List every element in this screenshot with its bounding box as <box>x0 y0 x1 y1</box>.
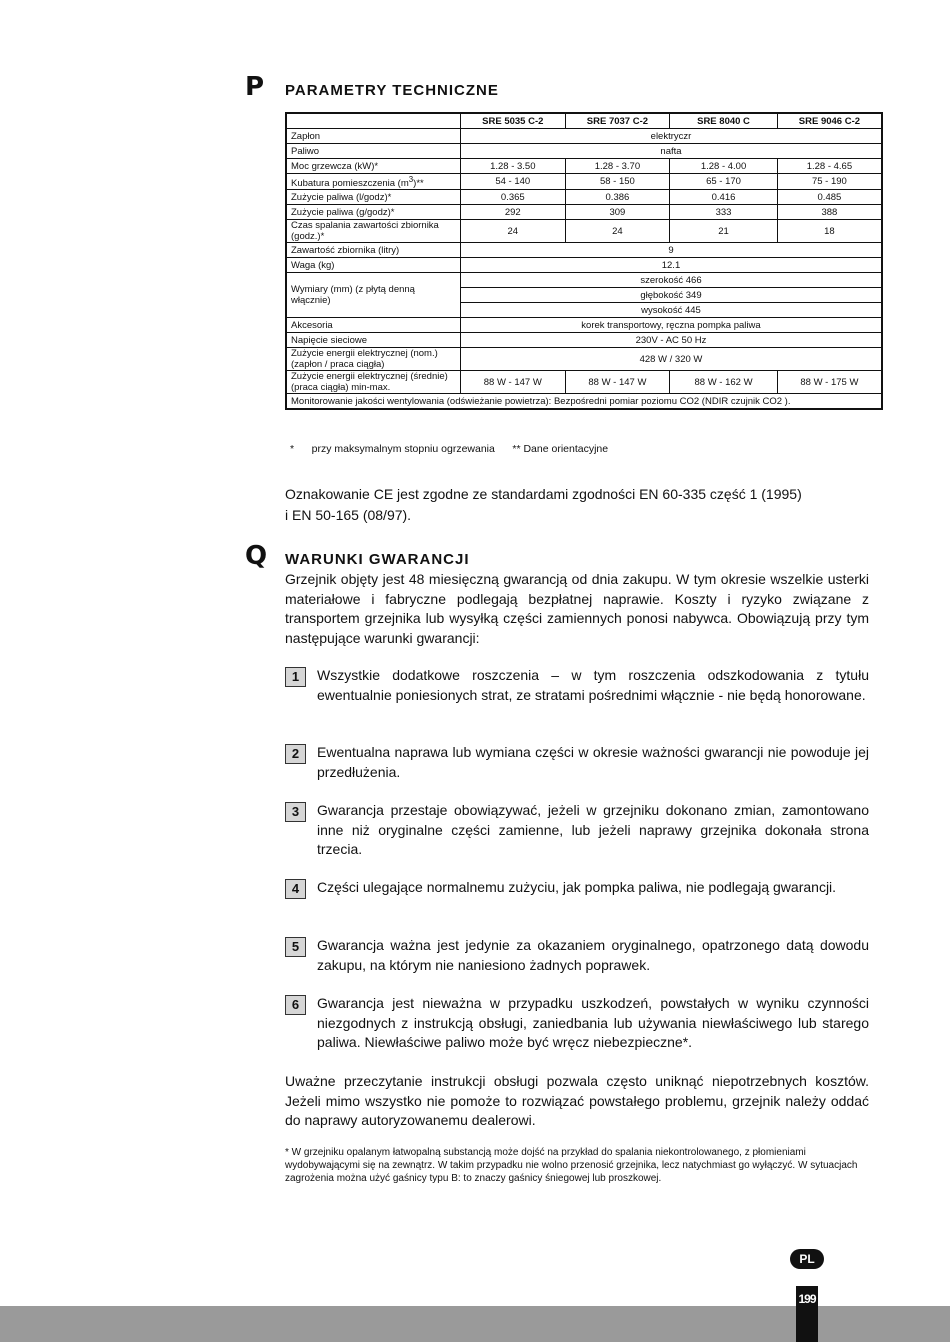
ignition-value: elektryczr <box>460 129 882 144</box>
list-item <box>285 666 869 705</box>
item-number-box: 2 <box>285 744 306 764</box>
item-text: Części ulegające normalnemu zużyciu, jak pompka paliwa, nie podlegają gwarancji. <box>317 879 837 895</box>
list-item <box>285 936 869 975</box>
row-label: Waga (kg) <box>286 258 460 273</box>
table-row <box>286 220 882 243</box>
model-header: SRE 5035 C-2 <box>460 113 565 129</box>
table-cell: 65 - 170 <box>670 174 778 190</box>
section-letter-p: P <box>245 72 265 102</box>
section-letter-q: Q <box>245 541 268 571</box>
item-text: Gwarancja ważna jest jedynie za okazaniem oryginalnego, opatrzonego datą dowodu zakupu, na którym nie naniesiono żadnych poprawek. <box>317 937 869 973</box>
note-approximate: ** Dane orientacyjne <box>512 443 609 455</box>
dims-depth: głębokość 349 <box>460 288 882 303</box>
table-row <box>286 190 882 205</box>
table-cell: 18 <box>777 220 882 243</box>
row-label <box>286 174 460 190</box>
row-label: Zużycie energii elektrycznej (średnie) (praca ciągła) min-max. <box>286 371 460 394</box>
table-cell: 88 W - 175 W <box>777 371 882 394</box>
table-cell: 88 W - 147 W <box>565 371 670 394</box>
fuel-value: nafta <box>460 144 882 159</box>
list-item <box>285 994 869 1053</box>
row-label: Wymiary (mm) (z płytą denną włącznie) <box>286 273 460 318</box>
row-label: Zużycie paliwa (g/godz)* <box>286 205 460 220</box>
table-row <box>286 394 882 410</box>
item-text: Gwarancja przestaje obowiązywać, jeżeli w grzejniku dokonano zmian, zamontowano inne niż oryginalne części zamienne, lub jeżeli naprawy grzejnika dokonała strona trzecia. <box>317 802 869 857</box>
table-row <box>286 273 882 288</box>
item-number-box: 3 <box>285 802 306 822</box>
table-cell: 24 <box>460 220 565 243</box>
accessories-value: korek transportowy, ręczna pompka paliwa <box>460 318 882 333</box>
list-item <box>285 878 869 898</box>
table-row <box>286 318 882 333</box>
table-cell: 1.28 - 4.65 <box>777 159 882 174</box>
table-cell: 58 - 150 <box>565 174 670 190</box>
monitoring-row: Monitorowanie jakości wentylowania (odświeżanie powietrza): Bezpośredni pomiar poziomu CO2 (NDIR czujnik CO2 ). <box>286 394 882 410</box>
table-cell: 88 W - 162 W <box>670 371 778 394</box>
table-row <box>286 129 882 144</box>
list-item <box>285 743 869 782</box>
table-cell: 1.28 - 4.00 <box>670 159 778 174</box>
table-cell: 1.28 - 3.50 <box>460 159 565 174</box>
table-cell: 309 <box>565 205 670 220</box>
table-row <box>286 348 882 371</box>
table-corner-cell <box>286 113 460 129</box>
table-cell: 24 <box>565 220 670 243</box>
item-number-box: 4 <box>285 879 306 899</box>
language-badge: PL <box>790 1249 824 1269</box>
ce-line-1: Oznakowanie CE jest zgodne ze standardami zgodności EN 60-335 część 1 (1995) <box>285 486 802 502</box>
table-cell: 88 W - 147 W <box>460 371 565 394</box>
table-cell: 388 <box>777 205 882 220</box>
volume-label-sup: 3 <box>408 175 414 184</box>
item-number-box: 5 <box>285 937 306 957</box>
row-label: Zużycie energii elektrycznej (nom.) (zapłon / praca ciągła) <box>286 348 460 371</box>
table-row <box>286 159 882 174</box>
table-notes <box>290 443 608 455</box>
ce-statement <box>285 484 885 526</box>
table-cell: 1.28 - 3.70 <box>565 159 670 174</box>
item-number-box: 1 <box>285 667 306 687</box>
row-label: Akcesoria <box>286 318 460 333</box>
ce-line-2: i EN 50-165 (08/97). <box>285 507 412 523</box>
table-row <box>286 243 882 258</box>
table-row <box>286 205 882 220</box>
volume-label-suffix: )** <box>413 178 424 190</box>
row-label: Paliwo <box>286 144 460 159</box>
row-label: Zapłon <box>286 129 460 144</box>
row-label: Zużycie paliwa (l/godz)* <box>286 190 460 205</box>
note-max-heating: przy maksymalnym stopniu ogrzewania <box>311 443 495 455</box>
section-title-warranty: WARUNKI GWARANCJI <box>285 551 470 568</box>
table-cell: 75 - 190 <box>777 174 882 190</box>
table-cell: 333 <box>670 205 778 220</box>
table-cell: 54 - 140 <box>460 174 565 190</box>
volume-label-text: Kubatura pomieszczenia (m <box>291 178 409 190</box>
page-number: 199 <box>798 1292 816 1306</box>
table-row <box>286 174 882 190</box>
table-row <box>286 144 882 159</box>
table-row <box>286 371 882 394</box>
table-row <box>286 333 882 348</box>
table-cell: 0.416 <box>670 190 778 205</box>
model-header: SRE 8040 C <box>670 113 778 129</box>
table-header-row <box>286 113 882 129</box>
item-text: Gwarancja jest nieważna w przypadku uszkodzeń, powstałych w wyniku czynności niezgodnych z instrukcją obsługi, zaniedbania lub używania niewłaściwego lub starego paliwa. Niewłaściwe paliwo może być wręcz niebezpieczne*. <box>317 995 869 1050</box>
weight-value: 12.1 <box>460 258 882 273</box>
row-label: Moc grzewcza (kW)* <box>286 159 460 174</box>
model-header: SRE 7037 C-2 <box>565 113 670 129</box>
warranty-outro: Uważne przeczytanie instrukcji obsługi pozwala często uniknąć niepotrzebnych kosztów. Jeżeli mimo wszystko nie pomoże to rozwiązać powstałego problemu, grzejnik należy oddać do naprawy autoryzowanemu dealerowi. <box>285 1073 869 1128</box>
row-label: Napięcie sieciowe <box>286 333 460 348</box>
warranty-intro: Grzejnik objęty jest 48 miesięczną gwarancją od dnia zakupu. W tym okresie wszelkie usterki materiałowe i fabryczne podlegają bezpłatnej naprawie. Koszty i ryzyko związane z transportem grzejnika lub wysyłką części zamiennych ponosi nabywca. Obowiązują przy tym następujące warunki gwarancji: <box>285 571 869 646</box>
item-text: Ewentualna naprawa lub wymiana części w okresie ważności gwarancji nie powoduje jej przedłużenia. <box>317 744 869 780</box>
table-cell: 0.386 <box>565 190 670 205</box>
table-row <box>286 258 882 273</box>
row-label: Czas spalania zawartości zbiornika (godz.)* <box>286 220 460 243</box>
row-label: Zawartość zbiornika (litry) <box>286 243 460 258</box>
dims-height: wysokość 445 <box>460 303 882 318</box>
item-number-box: 6 <box>285 995 306 1015</box>
table-cell: 0.365 <box>460 190 565 205</box>
spec-table <box>285 112 883 410</box>
tank-value: 9 <box>460 243 882 258</box>
table-cell: 0.485 <box>777 190 882 205</box>
dims-width: szerokość 466 <box>460 273 882 288</box>
table-cell: 292 <box>460 205 565 220</box>
model-header: SRE 9046 C-2 <box>777 113 882 129</box>
list-item <box>285 801 869 860</box>
voltage-value: 230V - AC 50 Hz <box>460 333 882 348</box>
footnote: * W grzejniku opalanym łatwopalną substancją może dojść na przykład do spalania niekontrolowanego, z płomieniami wydobywającymi się na zewnątrz. W takim przypadku nie wolno przenosić grzejnika, lecz natychmiast go wyłączyć. W sytuacjach zagrożenia można użyć gaśnicy typu B: to znaczy gaśnicy śniegowej lub proszkowej. <box>285 1147 858 1184</box>
note-star: * <box>290 443 295 455</box>
section-title-technical: PARAMETRY TECHNICZNE <box>285 82 499 99</box>
item-text: Wszystkie dodatkowe roszczenia – w tym roszczenia odszkodowania z tytułu ewentualnie poniesionych strat, ze stratami pośrednimi włącznie - nie będą honorowane. <box>317 667 869 703</box>
elec-nominal-value: 428 W / 320 W <box>460 348 882 371</box>
table-cell: 21 <box>670 220 778 243</box>
